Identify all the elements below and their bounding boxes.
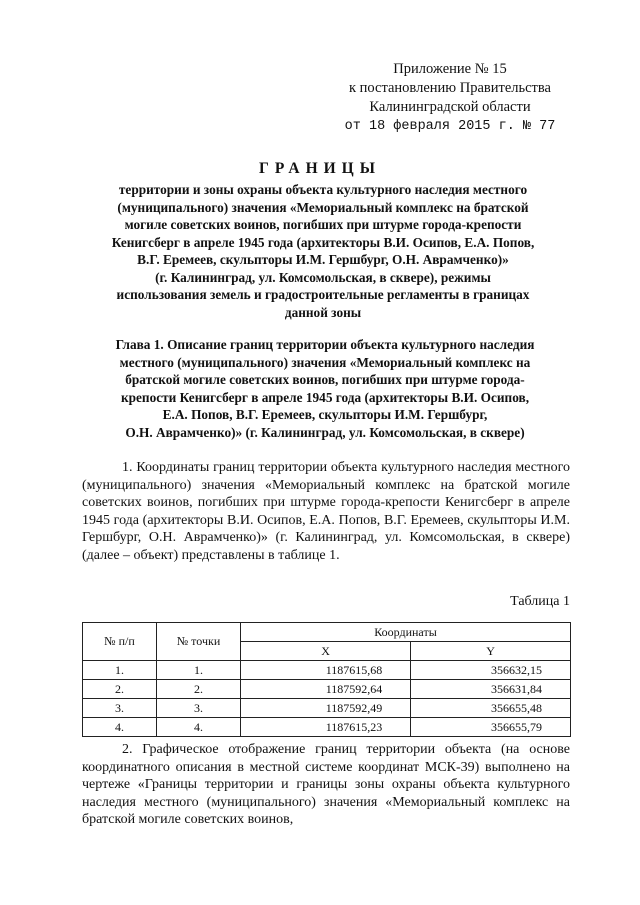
paragraph-1 [82,459,570,564]
cell-num: 2. [83,680,157,699]
chapter-heading [80,336,570,441]
appendix-header [300,60,600,136]
cell-y: 356655,79 [411,718,571,737]
document-subtitle [88,181,558,321]
paragraph-2-text: 2. Графическое отображение границ территории объекта (на основе координатного описания в местной системе координат МСК-39) выполнено на чертеже «Границы территории и границы зоны охраны объекта культурного наследия местного (муниципального) значения «Мемориальный комплекс на братской могиле советских воинов, [82,742,570,827]
cell-num: 4. [83,718,157,737]
subtitle-line: (г. Калининград, ул. Комсомольская, в сквере), режимы [155,269,491,285]
table-header-row [83,623,571,642]
cell-y: 356632,15 [411,661,571,680]
header-num: № п/п [83,623,157,661]
cell-point: 1. [157,661,241,680]
cell-x: 1187592,49 [241,699,411,718]
chapter-line: О.Н. Аврамченко)» (г. Калининград, ул. Комсомольская, в сквере) [125,424,525,440]
subtitle-line: использования земель и градостроительные регламенты в границах [116,287,530,302]
paragraph-2 [82,741,570,829]
chapter-line: братской могиле советских воинов, погибших при штурме города- [125,372,525,387]
cell-y: 356631,84 [411,680,571,699]
table-row [83,699,571,718]
appendix-date: от 18 февраля 2015 г. № 77 [344,119,556,134]
chapter-line: местного (муниципального) значения «Мемориальный комплекс на [119,354,531,370]
appendix-resolution: к постановлению Правительства [349,80,551,96]
cell-num: 3. [83,699,157,718]
header-coords: Координаты [241,623,571,642]
header-y: Y [411,642,571,661]
appendix-region: Калининградской области [369,99,531,115]
cell-y: 356655,48 [411,699,571,718]
table-row [83,661,571,680]
subtitle-line: данной зоны [284,304,362,320]
header-x: X [241,642,411,661]
appendix-number: Приложение № 15 [393,61,507,77]
chapter-line: Е.А. Попов, В.Г. Еремеев, скульпторы И.М. Гершбург, [162,407,488,422]
cell-point: 4. [157,718,241,737]
subtitle-line: могиле советских воинов, погибших при штурме города-крепости [124,217,522,232]
cell-point: 2. [157,680,241,699]
cell-x: 1187592,64 [241,680,411,699]
subtitle-line: В.Г. Еремеев, скульпторы И.М. Гершбург, О.Н. Аврамченко)» [137,252,509,267]
subtitle-line: Кенигсберг в апреле 1945 года (архитекторы В.И. Осипов, Е.А. Попов, [111,234,535,250]
table-row [83,718,571,737]
coordinates-table [82,622,571,737]
table-row [83,680,571,699]
chapter-line: Глава 1. Описание границ территории объекта культурного наследия [115,337,535,352]
header-point: № точки [157,623,241,661]
chapter-line: крепости Кенигсберг в апреле 1945 года (архитекторы В.И. Осипов, [120,389,530,405]
subtitle-line: территории и зоны охраны объекта культурного наследия местного [118,182,528,197]
table-caption: Таблица 1 [510,594,570,609]
cell-point: 3. [157,699,241,718]
paragraph-1-text: 1. Координаты границ территории объекта культурного наследия местного (муниципального) значения «Мемориальный комплекс на братской могиле советских воинов, погибших при штурме города-крепости Кенигсберг в апреле 1945 года (архитекторы В.И. Осипов, Е.А. Попов, В.Г. Еремеев, скульпторы И.М. Гершбург, О.Н. Аврамченко)» (г. Калининград, ул. Комсомольская, в сквере) (далее – объект) представлены в таблице 1. [82,460,570,563]
subtitle-line: (муниципального) значения «Мемориальный комплекс на братской [117,199,529,215]
document-title: ГРАНИЦЫ [259,160,381,177]
cell-x: 1187615,23 [241,718,411,737]
cell-num: 1. [83,661,157,680]
cell-x: 1187615,68 [241,661,411,680]
